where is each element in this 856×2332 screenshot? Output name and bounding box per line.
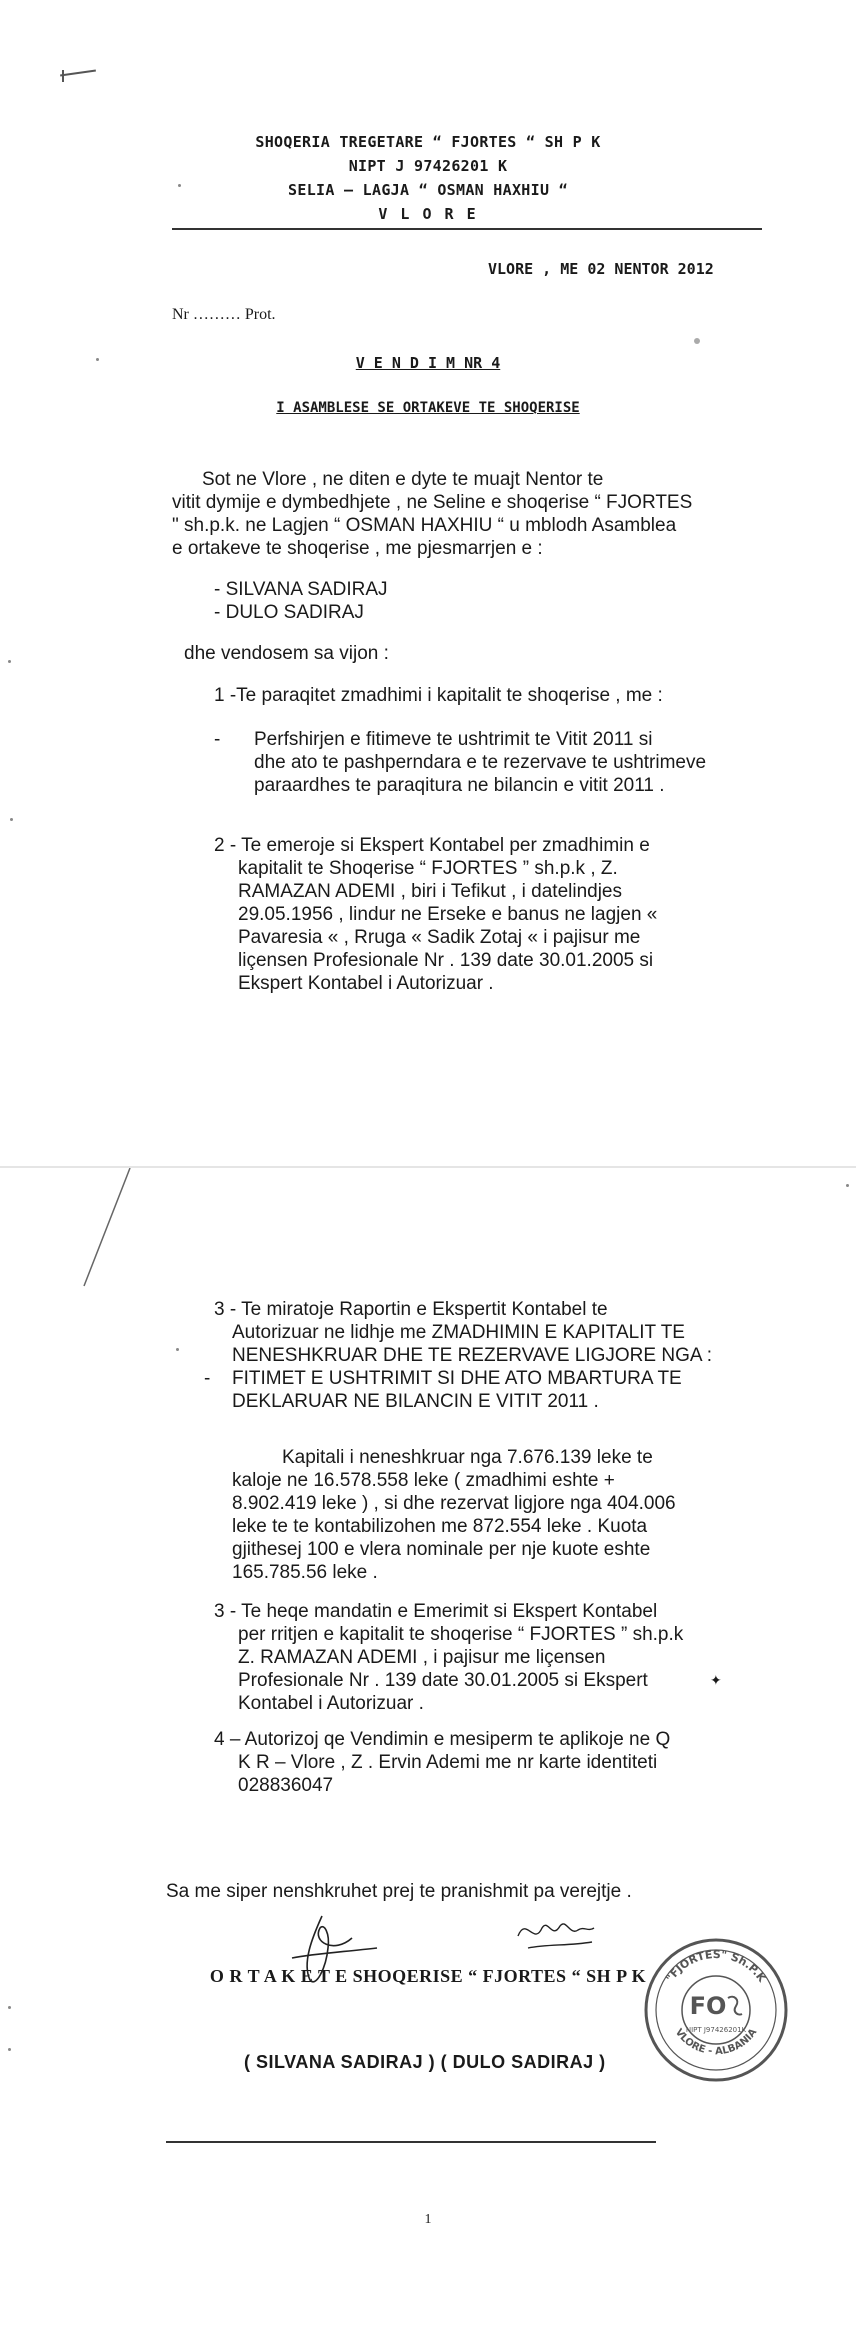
intro-line: e ortakeve te shoqerise , me pjesmarrjen e : <box>172 538 543 559</box>
item-3a-line: DEKLARUAR NE BILANCIN E VITIT 2011 . <box>232 1391 599 1412</box>
scan-fold-mark <box>80 1168 140 1288</box>
header-rule <box>172 228 762 230</box>
item-1-sub <box>214 728 706 797</box>
item-3a-line: FITIMET E USHTRIMIT SI DHE ATO MBARTURA TE <box>232 1368 682 1389</box>
item-3b-line: Profesionale Nr . 139 date 30.01.2005 si Ekspert <box>238 1670 648 1691</box>
item-4-line: 028836047 <box>238 1775 334 1796</box>
closing-line: Sa me siper nenshkruhet prej te pranishmit pa verejtje . <box>166 1881 632 1902</box>
scan-speck <box>176 1348 179 1351</box>
item-3b-line: Z. RAMAZAN ADEMI , i pajisur me liçensen <box>238 1647 606 1668</box>
item-2 <box>214 834 657 995</box>
item-2-line: kapitalit te Shoqerise “ FJORTES ” sh.p.k , Z. <box>238 858 618 879</box>
capital-line: 165.785.56 leke . <box>232 1562 378 1583</box>
item-2-line: Pavaresia « , Rruga « Sadik Zotaj « i pajisur me <box>238 927 641 948</box>
decision-subtitle: I ASAMBLESE SE ORTAKEVE TE SHOQERISE <box>276 400 580 416</box>
intro-line: Sot ne Vlore , ne diten e dyte te muajt Nentor te <box>202 469 604 490</box>
signature-dulo <box>508 1906 598 1956</box>
item-1-sub-line: Perfshirjen e fitimeve te ushtrimit te Vitit 2011 si <box>254 729 653 750</box>
item-3a-line: Autorizuar ne lidhje me ZMADHIMIN E KAPITALIT TE <box>232 1322 685 1343</box>
item-4-line: 4 – Autorizoj qe Vendimin e mesiperm te aplikoje ne Q <box>214 1729 671 1750</box>
partners-heading: O R T A K E T E SHOQERISE “ FJORTES “ SH P K <box>209 1966 647 1986</box>
item-3a-line: 3 - Te miratoje Raportin e Ekspertit Kontabel te <box>214 1299 608 1320</box>
decision-title: V E N D I M NR 4 <box>355 354 501 372</box>
capital-line: Kapitali i neneshkruar nga 7.676.139 leke te <box>282 1447 653 1468</box>
company-city: V L O R E <box>378 205 478 223</box>
item-2-line: 29.05.1956 , lindur ne Erseke e banus ne lagjen « <box>238 904 658 925</box>
seal-horse-icon <box>728 1997 742 2015</box>
intro-paragraph <box>172 468 692 560</box>
scan-mark <box>62 70 64 82</box>
scan-speck <box>8 660 11 663</box>
date-line: VLORE , ME 02 NENTOR 2012 <box>488 260 714 278</box>
decides-line: dhe vendosem sa vijon : <box>184 643 389 664</box>
item-3b-line: Kontabel i Autorizuar . <box>238 1693 424 1714</box>
item-1-sub-line: paraardhes te paraqitura ne bilancin e vitit 2011 . <box>254 775 665 796</box>
partner-item: - DULO SADIRAJ <box>214 602 364 623</box>
company-nipt: NIPT J 97426201 K <box>348 157 508 175</box>
seal-top-text: "FJORTES" Sh.P.K <box>663 1947 769 1985</box>
item-3b-line: per rritjen e kapitalit te shoqerise “ FJORTES ” sh.p.k <box>238 1624 684 1645</box>
scan-mark: ✦ <box>710 1672 722 1688</box>
capital-line: kaloje ne 16.578.558 leke ( zmadhimi eshte + <box>232 1470 615 1491</box>
item-4-line: K R – Vlore , Z . Ervin Ademi me nr karte identiteti <box>238 1752 658 1773</box>
intro-line: " sh.p.k. ne Lagjen “ OSMAN HAXHIU “ u mblodh Asamblea <box>172 515 677 536</box>
partner-list <box>214 578 388 624</box>
item-3b <box>214 1600 683 1715</box>
seal-nipt: NIPT J97426201K <box>685 2026 747 2034</box>
bullet-dash: - <box>204 1368 211 1389</box>
scan-speck <box>8 2006 11 2009</box>
item-2-line: liçensen Profesionale Nr . 139 date 30.01.2005 si <box>238 950 654 971</box>
capital-paragraph <box>232 1446 676 1584</box>
item-2-line: 2 - Te emeroje si Ekspert Kontabel per zmadhimin e <box>214 835 650 856</box>
partner-item: - SILVANA SADIRAJ <box>214 579 388 600</box>
capital-line: leke te te kontabilizohen me 872.554 leke . Kuota <box>232 1516 648 1537</box>
item-3a <box>204 1298 713 1413</box>
intro-line: vitit dymije e dymbedhjete , ne Seline e shoqerise “ FJORTES <box>172 492 693 513</box>
page-number: 1 <box>424 2212 432 2227</box>
capital-line: 8.902.419 leke ) , si dhe rezervat ligjore nga 404.006 <box>232 1493 676 1514</box>
item-2-line: RAMAZAN ADEMI , biri i Tefikut , i datelindjes <box>238 881 622 902</box>
item-4 <box>214 1728 670 1797</box>
scan-speck <box>694 338 700 344</box>
item-3b-line: 3 - Te heqe mandatin e Emerimit si Ekspert Kontabel <box>214 1601 658 1622</box>
seal-bottom-text: VLORE - ALBANIA <box>672 2026 760 2058</box>
scan-speck <box>8 2048 11 2051</box>
company-name: SHOQERIA TREGETARE “ FJORTES “ SH P K <box>255 133 601 151</box>
item-3a-line: NENESHKRUAR DHE TE REZERVAVE LIGJORE NGA : <box>232 1345 713 1366</box>
item-1-sub-line: dhe ato te pashperndara e te rezervave te ushtrimeve <box>254 752 707 773</box>
company-seal <box>642 1936 790 2084</box>
company-address: SELIA – LAGJA “ OSMAN HAXHIU “ <box>288 181 568 199</box>
scan-speck <box>10 818 13 821</box>
scan-mark <box>60 70 96 77</box>
signatories-line: ( SILVANA SADIRAJ ) ( DULO SADIRAJ ) <box>244 2052 606 2072</box>
seal-logo: FO <box>689 1992 727 2020</box>
bullet-dash: - <box>214 729 221 750</box>
signature-rule <box>166 2141 656 2143</box>
item-2-line: Ekspert Kontabel i Autorizuar . <box>238 973 494 994</box>
signature-silvana <box>282 1908 382 1988</box>
item-1: 1 -Te paraqitet zmadhimi i kapitalit te shoqerise , me : <box>214 685 663 706</box>
scan-speck <box>846 1184 849 1187</box>
capital-line: gjithesej 100 e vlera nominale per nje kuote eshte <box>232 1539 651 1560</box>
protocol-number: Nr ……… Prot. <box>172 306 276 323</box>
